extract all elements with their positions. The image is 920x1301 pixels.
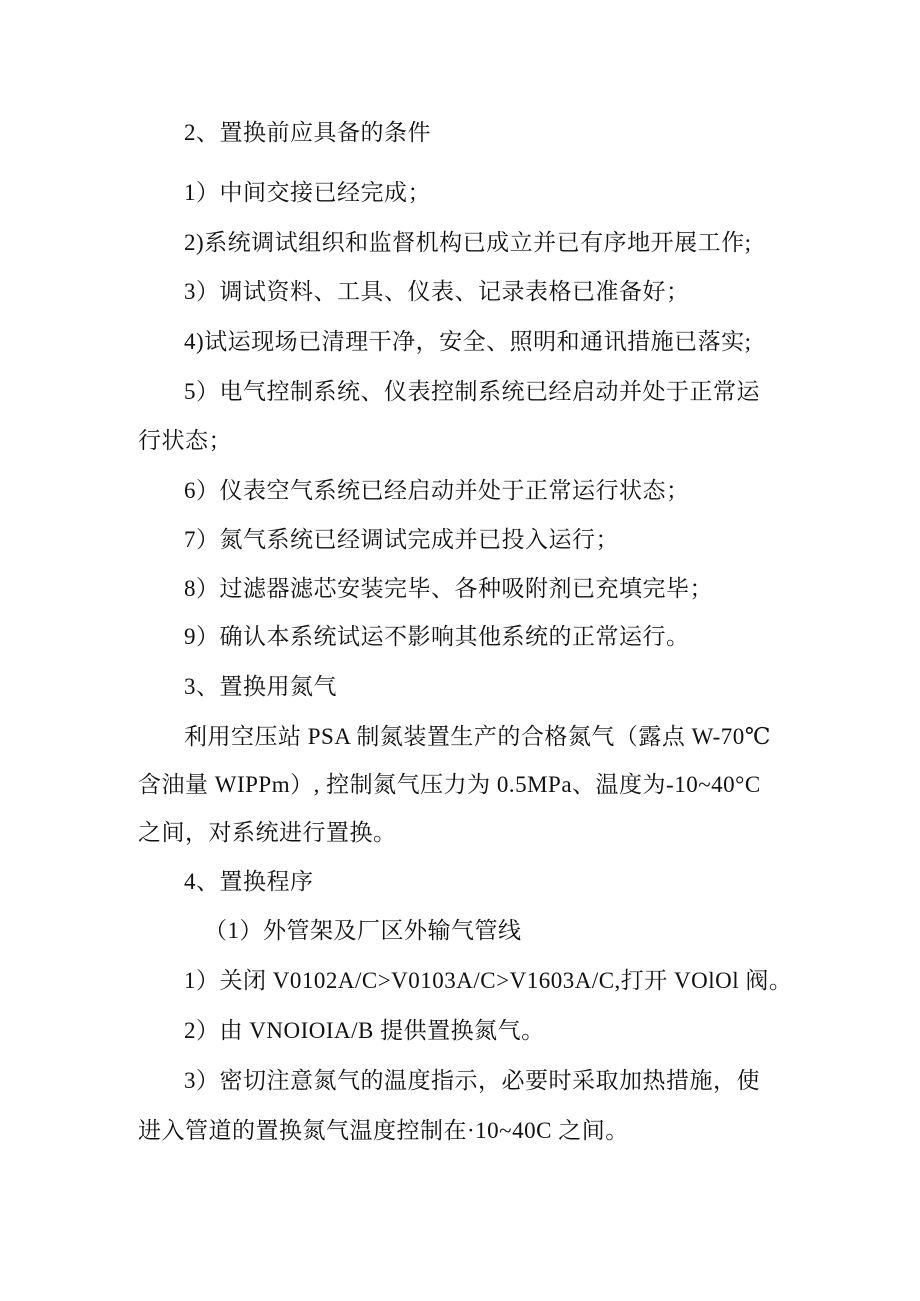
- list-item: 1）中间交接已经完成；: [184, 180, 431, 205]
- list-item: 8）过滤器滤芯安装完毕、各种吸附剂已充填完毕；: [184, 576, 713, 601]
- list-item-continuation: 进入管道的置换氮气温度控制在·10~40C 之间。: [138, 1118, 629, 1143]
- section-heading-conditions: 2、置换前应具备的条件: [184, 120, 431, 145]
- list-item: 1）关闭 V0102A/C>V0103A/C>V1603A/C,打开 VOlOl 阀。: [184, 968, 793, 993]
- list-item-continuation: 行状态；: [138, 428, 232, 453]
- subsection-heading: （1）外管架及厂区外输气管线: [204, 918, 522, 943]
- list-item: 2）由 VNOIOIA/B 提供置换氮气。: [184, 1018, 545, 1043]
- list-item: 7）氮气系统已经调试完成并已投入运行；: [184, 527, 619, 552]
- list-item: 9）确认本系统试运不影响其他系统的正常运行。: [184, 624, 690, 649]
- list-item: 3）调试资料、工具、仪表、记录表格已准备好；: [184, 279, 690, 304]
- list-item: 2)系统调试组织和监督机构已成立并已有序地开展工作;: [184, 230, 752, 255]
- paragraph-line: 之间，对系统进行置换。: [138, 820, 397, 845]
- section-heading-nitrogen: 3、置换用氮气: [184, 674, 337, 699]
- paragraph-line: 含油量 WIPPm）, 控制氮气压力为 0.5MPa、温度为-10~40°C: [138, 772, 761, 797]
- list-item: 4)试运现场已清理干净，安全、照明和通讯措施已落实;: [184, 329, 752, 354]
- list-item: 5）电气控制系统、仪表控制系统已经启动并处于正常运: [184, 379, 760, 404]
- section-heading-procedure: 4、置换程序: [184, 869, 314, 894]
- list-item: 3）密切注意氮气的温度指示，必要时采取加热措施，使: [184, 1068, 760, 1093]
- paragraph-line: 利用空压站 PSA 制氮装置生产的合格氮气（露点 W-70℃: [184, 724, 772, 749]
- list-item: 6）仪表空气系统已经启动并处于正常运行状态；: [184, 478, 690, 503]
